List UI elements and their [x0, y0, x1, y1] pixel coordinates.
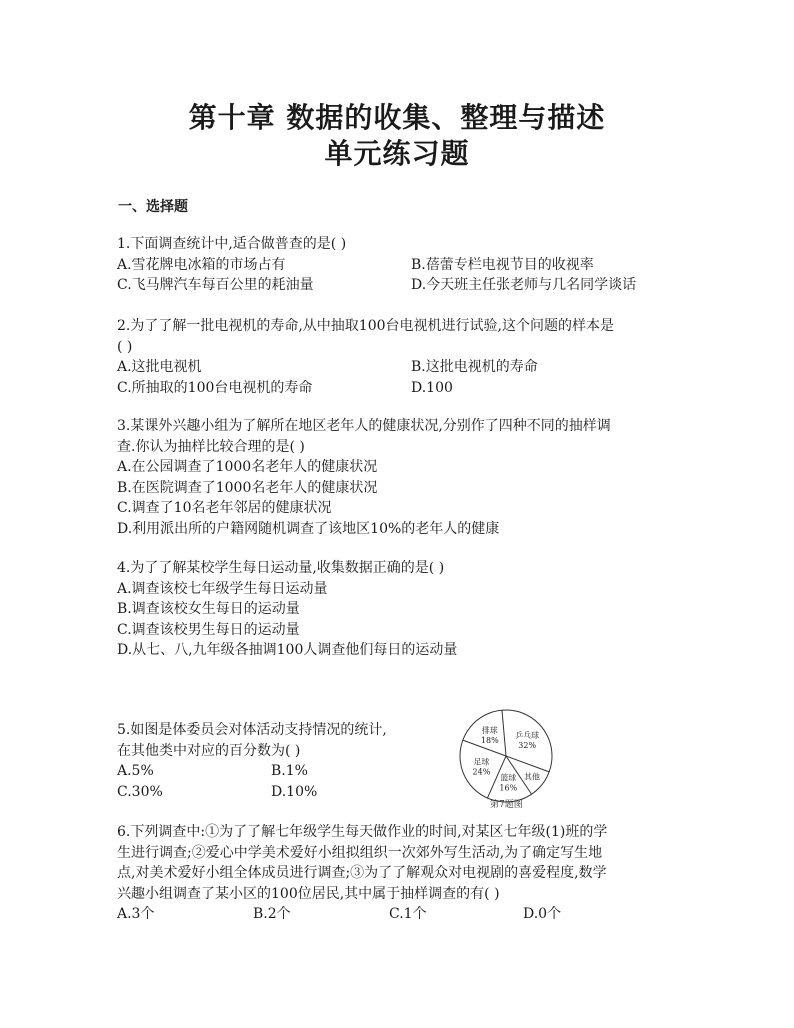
pie-slice-label: 篮球	[500, 773, 517, 783]
question-stem-line: 3.某课外兴趣小组为了解所在地区老年人的健康状况,分别作了四种不同的抽样调	[117, 418, 611, 434]
question-4	[117, 558, 687, 661]
option-a: A.在公园调查了1000名老年人的健康状况	[117, 459, 378, 475]
pie-chart	[456, 706, 556, 806]
question-stem: 4.为了了解某校学生每日运动量,收集数据正确的是( )	[117, 560, 445, 576]
option-c: C.调查该校男生每日的运动量	[117, 621, 300, 638]
question-stem-line: 查.你认为抽样比较合理的是( )	[117, 438, 305, 455]
pie-slice-label: 其他	[524, 772, 541, 782]
option-c: C.调查了10名老年邻居的健康状况	[117, 500, 332, 516]
question-stem-line: 6.下列调查中:①为了了解七年级学生每天做作业的时间,对某区七年级(1)班的学	[117, 824, 608, 840]
option-b: B.调查该校女生每日的运动量	[117, 601, 300, 617]
question-stem-line: 2.为了了解一批电视机的寿命,从中抽取100台电视机进行试验,这个问题的样本是	[117, 318, 614, 334]
pie-slice-label: 足球	[473, 757, 490, 767]
pie-slice-label: 排球	[481, 725, 498, 735]
option-b: B.1%	[271, 763, 308, 779]
option-a: A.调查该校七年级学生每日运动量	[117, 580, 328, 597]
option-a: A.雪花牌电冰箱的市场占有	[117, 256, 286, 273]
page-title: 第十章 数据的收集、整理与描述	[188, 101, 606, 134]
pie-slice-value: 16%	[499, 783, 518, 793]
option-c: C.飞马牌汽车每百公里的耗油量	[117, 277, 314, 293]
question-2	[117, 316, 687, 398]
option-d: D.100	[411, 379, 453, 396]
option-a: A.3个	[117, 906, 155, 922]
option-d: D.10%	[271, 783, 318, 800]
option-b: B.2个	[253, 906, 291, 922]
chart-caption: 第7题图	[490, 800, 523, 810]
question-5	[117, 720, 447, 802]
pie-slice-value: 32%	[518, 740, 537, 750]
question-stem: 1.下面调查统计中,适合做普查的是( )	[117, 236, 347, 252]
pie-slice-value: 18%	[480, 735, 499, 745]
option-c: C.所抽取的100台电视机的寿命	[117, 379, 313, 396]
option-b: B.这批电视机的寿命	[411, 359, 538, 375]
pie-chart-svg	[456, 706, 556, 806]
question-stem-line: 兴趣小组调查了某小区的100位居民,其中属于抽样调查的有( )	[117, 885, 500, 902]
option-b: B.在医院调查了1000名老年人的健康状况	[117, 479, 378, 496]
question-stem-line: ( )	[117, 338, 133, 355]
option-d: D.从七、八,九年级各抽调100人调查他们每日的运动量	[117, 642, 458, 658]
question-1	[117, 234, 687, 296]
question-3	[117, 416, 687, 539]
page-subtitle: 单元练习题	[324, 137, 470, 170]
section-heading: 一、选择题	[118, 199, 188, 215]
question-6	[117, 822, 697, 925]
option-d: D.0个	[523, 906, 562, 922]
question-stem-line: 点,对美术爱好小组全体成员进行调查;③为了了解观众对电视剧的喜爱程度,数学	[117, 865, 607, 881]
option-b: B.蓓蕾专栏电视节目的收视率	[411, 256, 594, 273]
pie-slice-value: 24%	[472, 767, 491, 777]
option-d: D.利用派出所的户籍网随机调查了该地区10%的老年人的健康	[117, 520, 500, 537]
option-c: C.1个	[389, 906, 427, 922]
question-stem-line: 生进行调查;②爱心中学美术爱好小组拟组织一次郊外写生活动,为了确定写生地	[117, 844, 603, 861]
question-stem-line: 在其他类中对应的百分数为( )	[117, 742, 301, 759]
option-c: C.30%	[117, 783, 163, 800]
option-d: D.今天班主任张老师与几名同学谈话	[411, 277, 637, 293]
question-stem-line: 5.如图是体委员会对体活动支持情况的统计,	[117, 722, 387, 738]
pie-slice-label: 乒乓球	[515, 730, 540, 740]
option-a: A.5%	[117, 763, 154, 779]
option-a: A.这批电视机	[117, 359, 202, 375]
